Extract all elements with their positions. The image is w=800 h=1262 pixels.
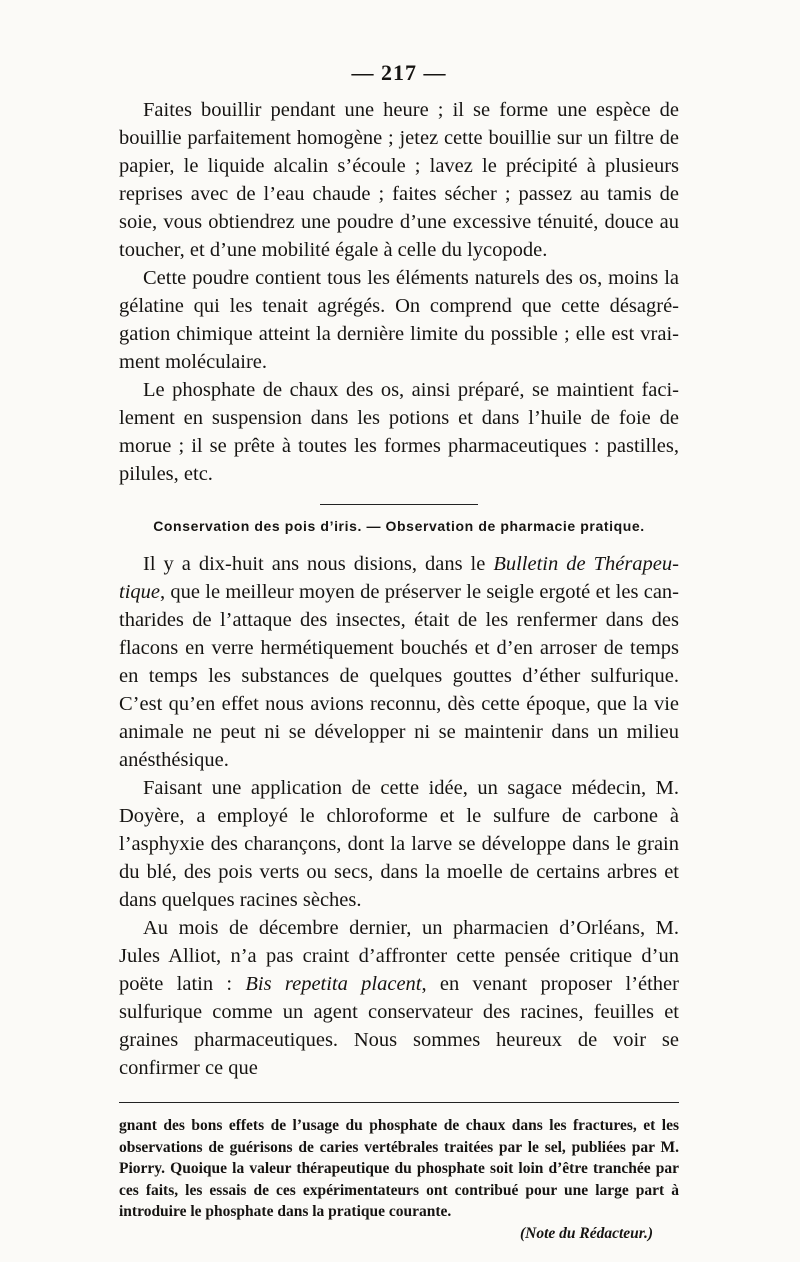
footnote-divider (119, 1102, 679, 1103)
page-number: — 217 — (351, 60, 447, 85)
paragraph-iris (119, 550, 679, 774)
paragraph-doyere: Faisant une application de cette idée, un sagace médecin, M. Doyère, a employé le chloroforme et le sulfure de carbone à l’asphyxie des charançons, dont la larve se développe dans le grain du blé, des pois verts ou secs, dans la moelle de certains arbres et dans quelques racines sèches. (119, 777, 679, 911)
paragraph-alliot (119, 914, 679, 1082)
footnote-signature: (Note du Rédacteur.) (519, 1224, 653, 1242)
paragraph-iris-before: Il y a dix-huit ans nous disions, dans le (143, 553, 494, 575)
bulletin-title: Bulletin de Thérapeutique (119, 553, 679, 603)
footnote-text: gnant des bons effets de l’usage du phosphate de chaux dans les fractures, et les observations de guérisons de caries vertébrales traitées par le sel, publiées par M. Piorry. Quoique la valeur thérapeutique du phosphate soit loin d’être tranchée par ces faits, les essais de ces expérimentateurs ont contribué pour une large part à introduire le phosphate dans la pratique courante. (119, 1117, 679, 1220)
paragraph-alliot-before: Au mois de décembre dernier, un pharmacien d’Orléans, M. Jules Alliot, n’a pas craint d’affronter cette pensée critique d’un poëte latin : (119, 917, 679, 995)
document-page (119, 58, 679, 1245)
latin-quote: Bis repetita placent (245, 973, 422, 995)
paragraph-alliot-after: , en venant proposer l’éther sulfurique comme un agent conservateur des racines, feuilles et graines pharmaceutiques. Nous sommes heureux de voir se confirmer ce que (119, 973, 679, 1079)
paragraph-powder: Cette poudre contient tous les éléments naturels des os, moins la gélatine qui les tenait agrégés. On comprend que cette désagrégation chimique atteint la dernière limite du possible ; elle est vraiment moléculaire. (119, 267, 679, 373)
section-heading: Conservation des pois d’iris. — Observation de pharmacie pratique. (153, 518, 645, 534)
paragraph-phosphate: Le phosphate de chaux des os, ainsi préparé, se maintient facilement en suspension dans les potions et dans l’huile de foie de morue ; il se prête à toutes les formes pharmaceutiques : pastilles, pilules, etc. (119, 379, 679, 485)
section-divider (320, 504, 478, 505)
paragraph-iris-after: , que le meilleur moyen de préserver le seigle ergoté et les cantharides de l’attaque des insectes, était de les renfermer dans des flacons en verre hermétiquement bouchés et d’en arroser de temps en temps les substances de quelques gouttes d’éther sulfurique. C’est qu’en effet nous avions reconnu, dès cette époque, que la vie animale ne peut ni se développer ni se maintenir dans un milieu anésthésique. (119, 581, 679, 771)
paragraph-boiling: Faites bouillir pendant une heure ; il se forme une espèce de bouillie parfaitement homogène ; jetez cette bouillie sur un filtre de papier, le liquide alcalin s’écoule ; lavez le précipité à plusieurs reprises avec de l’eau chaude ; faites sécher ; passez au tamis de soie, vous obtiendrez une poudre d’une excessive ténuité, douce au toucher, et d’une mobilité égale à celle du lycopode. (119, 99, 679, 261)
